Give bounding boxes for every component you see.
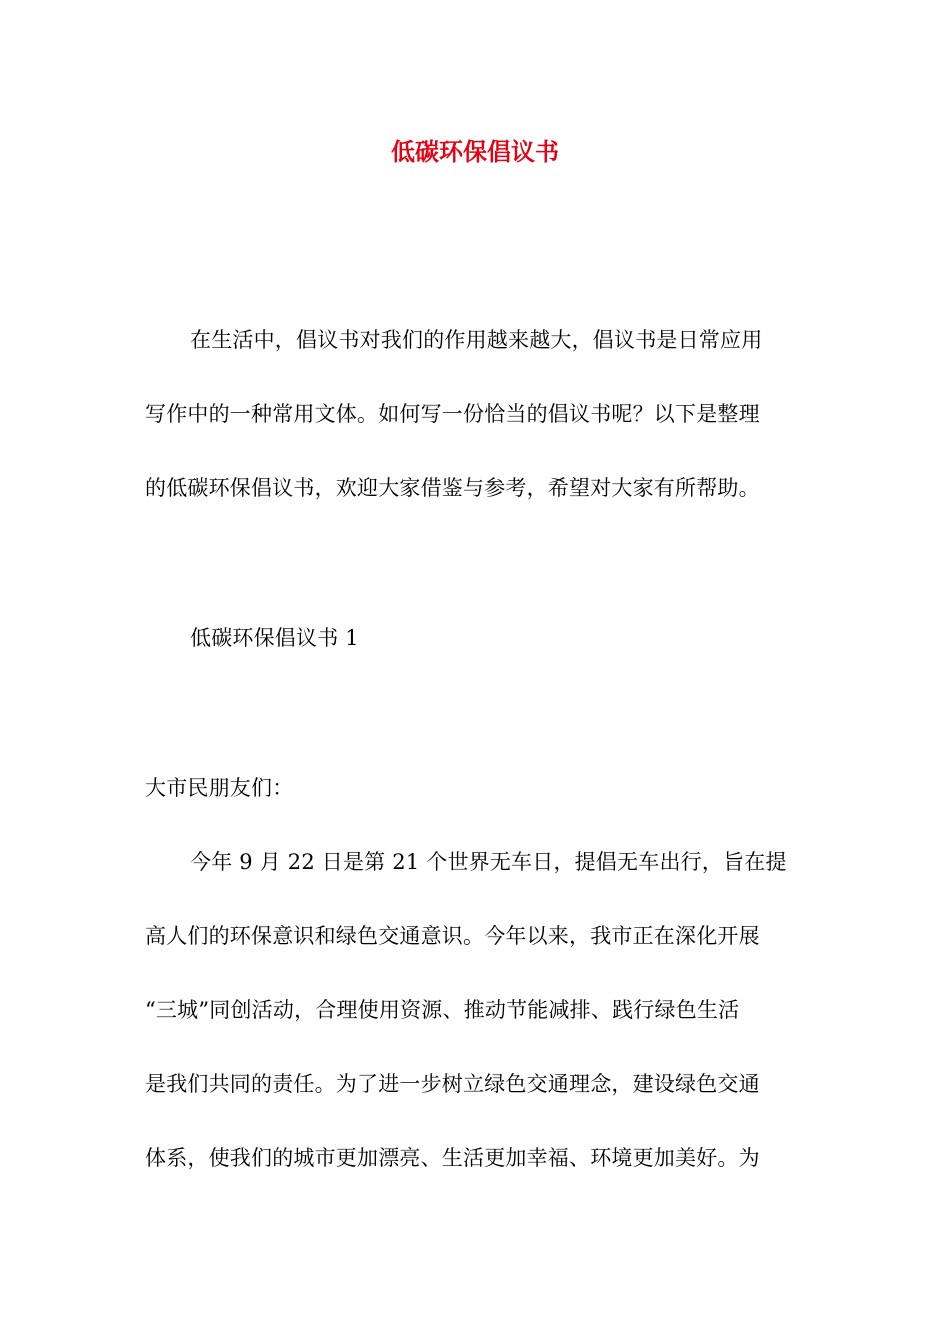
body-line-4: 是我们共同的责任。为了进一步树立绿色交通理念，建设绿色交通 <box>145 1072 760 1096</box>
body-line-3: “三城”同创活动，合理使用资源、推动节能减排、践行绿色生活 <box>145 998 740 1022</box>
body-line-1: 今年 9 月 22 日是第 21 个世界无车日，提倡无车出行，旨在提 <box>190 850 787 874</box>
body-line-5: 体系，使我们的城市更加漂亮、生活更加幸福、环境更加美好。为 <box>145 1146 760 1170</box>
body-line-2: 高人们的环保意识和绿色交通意识。今年以来，我市正在深化开展 <box>145 924 760 948</box>
intro-line-1: 在生活中，倡议书对我们的作用越来越大，倡议书是日常应用 <box>190 328 763 352</box>
section-heading: 低碳环保倡议书 1 <box>190 626 359 650</box>
intro-line-3: 的低碳环保倡议书，欢迎大家借鉴与参考，希望对大家有所帮助。 <box>145 476 760 500</box>
salutation: 大市民朋友们： <box>145 776 294 800</box>
intro-line-2: 写作中的一种常用文体。如何写一份恰当的倡议书呢？以下是整理 <box>145 402 760 426</box>
document-title: 低碳环保倡议书 <box>391 138 559 166</box>
